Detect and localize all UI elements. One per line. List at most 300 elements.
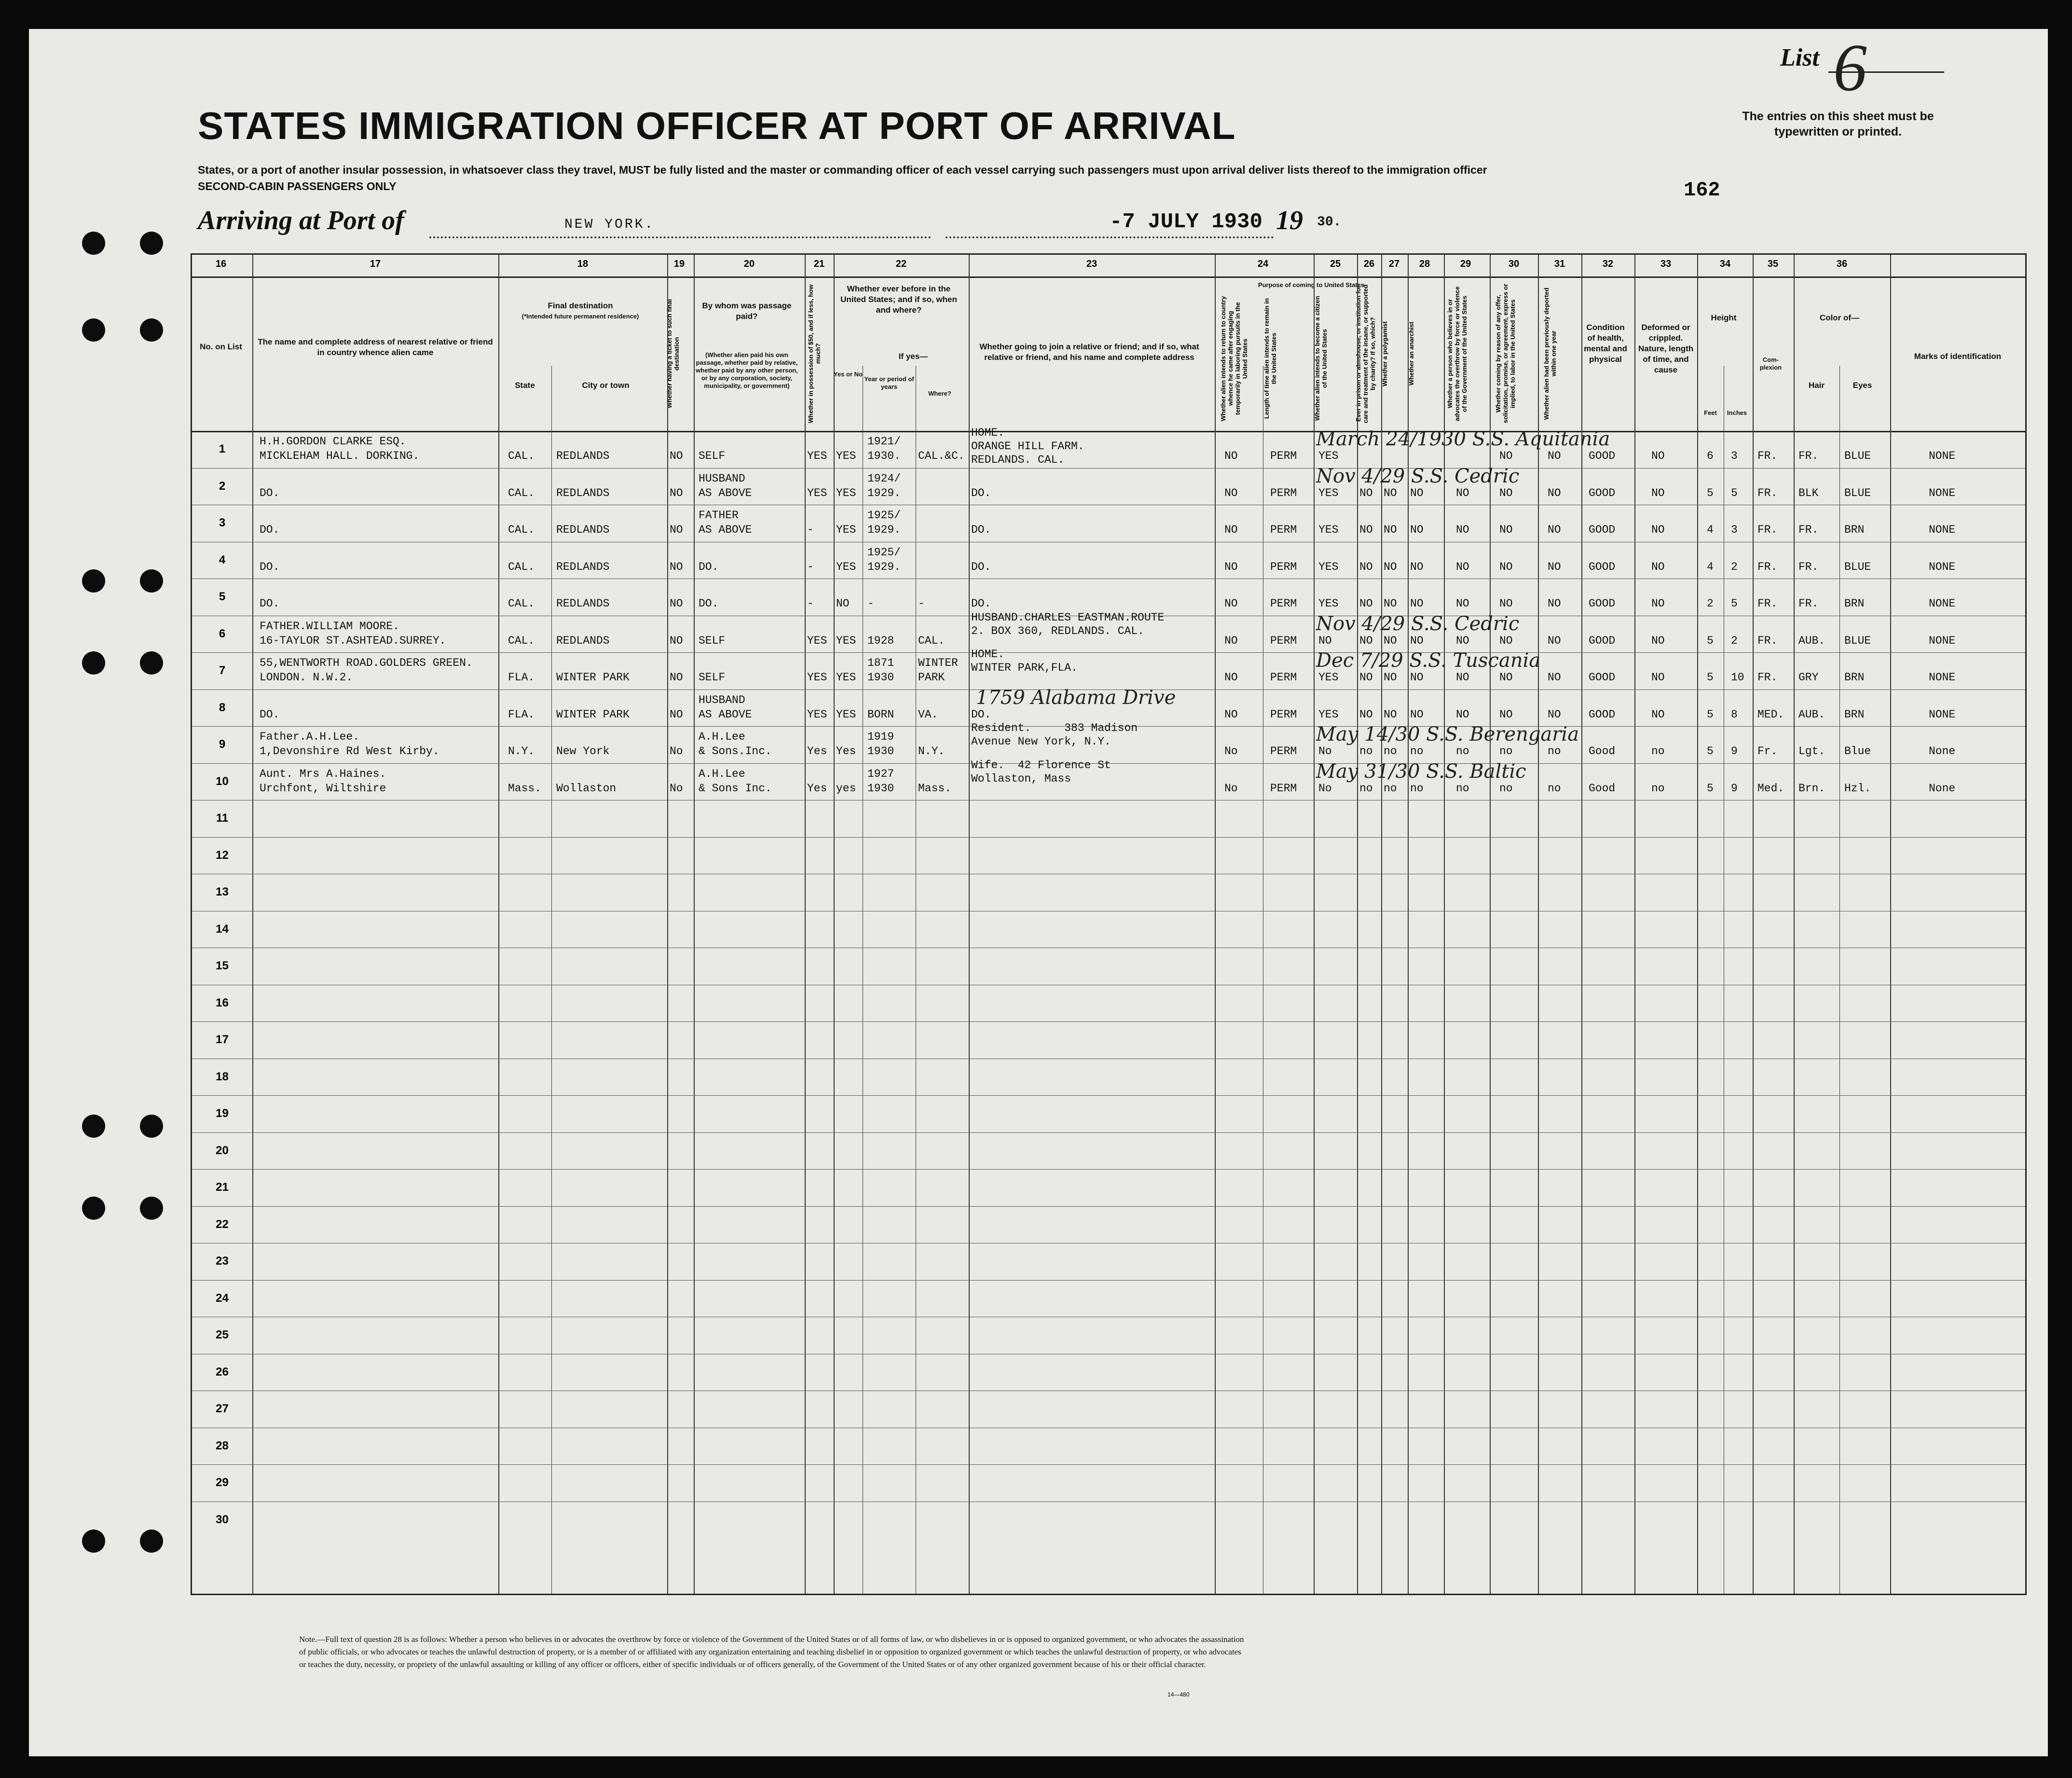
header-hair: Hair [1808, 381, 1825, 390]
marks-value: NONE [1929, 671, 1956, 684]
header-length-of-time: Length of time alien intends to remain in the United States [1263, 298, 1277, 419]
passage-paid-detail: AS ABOVE [699, 708, 752, 721]
return-value: NO [1224, 450, 1238, 462]
money-value: - [807, 524, 814, 536]
overthrow-value: NO [1456, 597, 1469, 610]
destination-city: REDLANDS [556, 634, 610, 647]
anarchist-value: NO [1410, 597, 1424, 610]
column-number: 30 [1508, 259, 1520, 269]
column-rule [1890, 255, 1891, 1594]
row-number: 5 [219, 590, 226, 603]
where-line-2: - [918, 597, 925, 610]
citizen-value: YES [1318, 450, 1339, 462]
citizen-value: No [1318, 745, 1332, 758]
hair-value: FR. [1798, 560, 1819, 573]
money-value: Yes [807, 745, 827, 758]
hair-value: BLK [1798, 486, 1819, 499]
year-from: 1919 [867, 730, 894, 743]
year-to: 1930 [867, 782, 894, 795]
height-feet: 5 [1707, 671, 1714, 684]
joining-line-2: DO. [971, 597, 991, 610]
deformed-value: NO [1651, 671, 1665, 684]
column-rule [1581, 255, 1582, 1594]
list-number: 6 [1833, 30, 1867, 105]
length-of-stay: PERM [1270, 560, 1297, 573]
height-feet: 5 [1707, 486, 1714, 499]
header-nearest-relative: The name and complete address of nearest relative or friend in country whence alien came [258, 337, 493, 357]
prison-value: NO [1359, 708, 1373, 721]
header-passage-note: (Whether alien paid his own passage, whether paid by relative, whether paid by any other person, or by any corporation, society, municipality, or government) [696, 351, 798, 389]
header-health: Condition of health, mental and physical [1584, 323, 1627, 364]
row-number: 22 [216, 1217, 229, 1231]
anarchist-value: NO [1410, 524, 1424, 536]
header-money: Whether in possession of $50, and if less, how much? [807, 284, 822, 423]
column-rule [667, 255, 668, 1594]
punch-hole [140, 318, 163, 342]
year-to: 1929. [867, 486, 901, 499]
ticket-value: NO [670, 524, 683, 536]
punch-hole [140, 1197, 163, 1220]
citizen-value: YES [1318, 560, 1339, 573]
punch-hole [82, 569, 105, 593]
destination-state: FLA. [508, 708, 535, 721]
header-height: Height [1711, 313, 1737, 322]
header-citizen: Whether alien intends to become a citizen of the United States [1314, 296, 1328, 421]
column-rule [1408, 255, 1409, 1594]
money-value: YES [807, 486, 827, 499]
destination-city: New York [556, 745, 610, 758]
ticket-value: NO [670, 560, 683, 573]
length-of-stay: PERM [1270, 634, 1297, 647]
column-rule [498, 255, 499, 1594]
polygamist-value: NO [1384, 671, 1397, 684]
cabin-class: SECOND-CABIN PASSENGERS ONLY [198, 180, 397, 193]
deported-value: NO [1548, 524, 1561, 536]
anarchist-value: NO [1410, 634, 1424, 647]
ticket-value: NO [670, 708, 683, 721]
row-number: 24 [216, 1291, 229, 1305]
date-dotted-line [946, 236, 1274, 238]
form-number: 14—480 [1167, 1691, 1190, 1698]
year-to: 1928 [867, 634, 894, 647]
header-where: Where? [928, 390, 951, 397]
ticket-value: NO [670, 450, 683, 462]
header-polygamist: Whether a polygamist [1381, 321, 1388, 386]
prison-value: no [1359, 782, 1373, 795]
column-rule [1381, 255, 1382, 1594]
passage-paid-detail: & Sons Inc. [699, 782, 772, 795]
header-ticket: Whether having a ticket to such final destination [666, 299, 680, 409]
column-rule [834, 255, 835, 1594]
length-of-stay: PERM [1270, 486, 1297, 499]
destination-city: REDLANDS [556, 486, 610, 499]
header-before-in-us: Whether ever before in the United States; and if so, when and where? [840, 284, 957, 315]
marks-value: NONE [1929, 486, 1956, 499]
header-final-destination: Final destination [548, 301, 613, 310]
offer-value: NO [1499, 708, 1513, 721]
header-deported: Whether alien had been previously deported within one year [1543, 288, 1557, 420]
column-rule [694, 255, 695, 1594]
joining-line-3: REDLANDS. CAL. [971, 454, 1065, 466]
deported-value: NO [1548, 450, 1561, 462]
height-inches: 3 [1731, 450, 1738, 462]
year-to: 1930 [867, 671, 894, 684]
anarchist-value: NO [1410, 671, 1424, 684]
row-number: 10 [216, 774, 229, 788]
hair-value: FR. [1798, 450, 1819, 462]
money-value: YES [807, 671, 827, 684]
hair-value: Lgt. [1798, 745, 1825, 758]
header-no-on-list: No. on List [200, 342, 242, 351]
handwritten-annotation: Nov 4/29 S.S. Cedric [1316, 465, 1520, 487]
height-inches: 5 [1731, 486, 1738, 499]
column-rule [1314, 255, 1315, 1594]
year-to: 1930. [867, 450, 901, 462]
punch-hole [82, 1115, 105, 1138]
relative-address: DO. [260, 708, 280, 721]
offer-value: NO [1499, 450, 1513, 462]
column-rule [1215, 255, 1216, 1594]
complexion-value: FR. [1757, 634, 1778, 647]
arrival-port: NEW YORK. [564, 217, 655, 232]
deported-value: no [1548, 782, 1561, 795]
height-feet: 5 [1707, 634, 1714, 647]
money-value: YES [807, 450, 827, 462]
column-rule [252, 255, 253, 1594]
punch-hole [140, 232, 163, 255]
destination-state: CAL. [508, 450, 535, 462]
header-yes-or-no: Yes or No [834, 371, 863, 378]
health-value: GOOD [1589, 634, 1616, 647]
passage-paid-detail: DO. [699, 597, 719, 610]
column-number: 23 [1086, 259, 1098, 269]
return-value: No [1224, 782, 1238, 795]
marks-value: NONE [1929, 597, 1956, 610]
handwritten-annotation: May 31/30 S.S. Baltic [1316, 760, 1526, 783]
marks-value: NONE [1929, 634, 1956, 647]
return-value: NO [1224, 634, 1238, 647]
eyes-value: BLUE [1844, 486, 1871, 499]
row-number: 19 [216, 1107, 229, 1120]
subcolumn-rule [551, 366, 552, 1594]
health-value: GOOD [1589, 524, 1616, 536]
health-value: GOOD [1589, 597, 1616, 610]
passage-paid-by: A.H.Lee [699, 730, 745, 743]
column-number: 20 [743, 259, 755, 269]
overthrow-value: NO [1456, 634, 1469, 647]
complexion-value: FR. [1757, 597, 1778, 610]
relative-address: 1,Devonshire Rd West Kirby. [260, 745, 439, 758]
destination-city: REDLANDS [556, 524, 610, 536]
offer-value: NO [1499, 524, 1513, 536]
header-instructions [198, 162, 1693, 194]
row-number: 13 [216, 885, 229, 898]
row-number: 8 [219, 701, 226, 714]
header-marks: Marks of identification [1914, 352, 2002, 361]
relative-address: 16-TAYLOR ST.ASHTEAD.SURREY. [260, 634, 446, 647]
complexion-value: FR. [1757, 524, 1778, 536]
citizen-value: YES [1318, 597, 1339, 610]
row-rule [192, 1280, 2025, 1281]
arriving-label: Arriving at Port of [198, 206, 404, 235]
joining-line-1: HOME. [971, 648, 1005, 661]
overthrow-value: NO [1456, 524, 1469, 536]
money-value: YES [807, 708, 827, 721]
row-rule [192, 1464, 2025, 1465]
complexion-value: FR. [1757, 671, 1778, 684]
destination-city: REDLANDS [556, 450, 610, 462]
prison-value: NO [1359, 486, 1373, 499]
row-number: 25 [216, 1328, 229, 1341]
header-joining: Whether going to join a relative or friend; and if so, what relative or friend, and his name and complete address [979, 342, 1199, 362]
row-number: 29 [216, 1476, 229, 1489]
overthrow-value: no [1456, 782, 1469, 795]
return-value: NO [1224, 486, 1238, 499]
overthrow-value: no [1456, 745, 1469, 758]
joining-line-1: Resident. 383 Madison [971, 722, 1138, 734]
ticket-value: No [670, 782, 683, 795]
deported-value: NO [1548, 671, 1561, 684]
destination-state: FLA. [508, 671, 535, 684]
destination-state: CAL. [508, 597, 535, 610]
eyes-value: Hzl. [1844, 782, 1871, 795]
overthrow-value: NO [1456, 486, 1469, 499]
deported-value: NO [1548, 634, 1561, 647]
height-inches: 2 [1731, 634, 1738, 647]
money-value: Yes [807, 782, 827, 795]
column-number: 25 [1330, 259, 1341, 269]
health-value: Good [1589, 745, 1616, 758]
ticket-value: NO [670, 634, 683, 647]
punch-hole [140, 1530, 163, 1553]
money-value: - [807, 597, 814, 610]
polygamist-value: no [1384, 782, 1397, 795]
where-line-2: CAL. [918, 634, 945, 647]
row-rule [192, 1169, 2025, 1170]
column-rule [805, 255, 806, 1594]
row-number: 23 [216, 1254, 229, 1268]
column-number: 27 [1388, 259, 1400, 269]
punch-hole [82, 1197, 105, 1220]
height-inches: 2 [1731, 560, 1738, 573]
list-label: List [1780, 44, 1819, 71]
marks-value: NONE [1929, 450, 1956, 462]
offer-value: no [1499, 745, 1513, 758]
eyes-value: BRN [1844, 671, 1865, 684]
before-in-us-value: yes [836, 782, 856, 795]
row-number: 11 [216, 812, 229, 825]
anarchist-value: no [1410, 782, 1424, 795]
relative-name: H.H.GORDON CLARKE ESQ. [260, 435, 406, 448]
complexion-value: Med. [1757, 782, 1784, 795]
page-number: 162 [1684, 179, 1720, 202]
column-number: 26 [1363, 259, 1375, 269]
citizen-value: No [1318, 782, 1332, 795]
deformed-value: NO [1651, 708, 1665, 721]
destination-state: CAL. [508, 486, 535, 499]
before-in-us-value: YES [836, 634, 856, 647]
anarchist-value: NO [1410, 560, 1424, 573]
header-city: City or town [582, 381, 630, 390]
money-value: YES [807, 634, 827, 647]
footnote-question-28: Note.—Full text of question 28 is as follows: Whether a person who believes in or advocates the overthrow by force or violence of the Government of the United States or of all forms of law, or who disbelieves in or is opposed to organized government, or who advocates the assassination of public officials, or who advocates or teaches the unlawful destruction of property, or is a member of or affiliated with any organization entertaining and teaching disbelief in or opposition to organized government or which teaches the unlawful destruction of property, or who advocates or teaches the duty, necessity, or propriety of the unlawful assaulting or killing of any officer or officers, either of specific individuals or of officers generally, of the Government of the United States or of any other organized government because of his or their official character. [299, 1635, 1244, 1669]
height-feet: 4 [1707, 560, 1714, 573]
prison-value: NO [1359, 524, 1373, 536]
polygamist-value: NO [1384, 634, 1397, 647]
row-number: 4 [219, 553, 226, 566]
deformed-value: no [1651, 745, 1665, 758]
relative-name: 55,WENTWORTH ROAD.GOLDERS GREEN. [260, 657, 473, 669]
length-of-stay: PERM [1270, 597, 1297, 610]
row-number: 12 [216, 848, 229, 862]
column-number: 35 [1767, 259, 1779, 269]
ticket-value: NO [670, 671, 683, 684]
year-from: 1925/ [867, 509, 901, 522]
return-value: NO [1224, 597, 1238, 610]
money-value: - [807, 560, 814, 573]
column-number: 18 [577, 259, 589, 269]
row-number: 20 [216, 1144, 229, 1157]
destination-state: CAL. [508, 524, 535, 536]
row-number: 21 [216, 1181, 229, 1194]
header-rule [192, 431, 2025, 432]
polygamist-value: NO [1384, 486, 1397, 499]
citizen-value: YES [1318, 486, 1339, 499]
where-line-2: N.Y. [918, 745, 945, 758]
health-value: Good [1589, 782, 1616, 795]
row-rule [192, 1132, 2025, 1133]
hair-value: AUB. [1798, 708, 1825, 721]
return-value: NO [1224, 671, 1238, 684]
passage-paid-by: HUSBAND [699, 472, 745, 485]
citizen-value: YES [1318, 524, 1339, 536]
year-from: 1927 [867, 767, 894, 780]
anarchist-value: no [1410, 745, 1424, 758]
row-number: 17 [216, 1033, 229, 1046]
deformed-value: NO [1651, 597, 1665, 610]
handwritten-annotation: Nov 4/29 S.S. Cedric [1316, 612, 1520, 635]
prison-value: NO [1359, 560, 1373, 573]
passage-paid-detail: SELF [699, 450, 726, 462]
column-number: 31 [1554, 259, 1565, 269]
column-number: 29 [1460, 259, 1471, 269]
marks-value: NONE [1929, 708, 1956, 721]
subcolumn-rule [1839, 366, 1840, 1594]
deformed-value: NO [1651, 450, 1665, 462]
eyes-value: BLUE [1844, 560, 1871, 573]
deported-value: NO [1548, 486, 1561, 499]
marks-value: NONE [1929, 524, 1956, 536]
column-rule [1697, 255, 1698, 1594]
year-to: - [867, 597, 874, 610]
destination-city: WINTER PARK [556, 708, 630, 721]
joining-line-2: Avenue New York, N.Y. [971, 735, 1111, 748]
height-feet: 4 [1707, 524, 1714, 536]
height-feet: 5 [1707, 745, 1714, 758]
length-of-stay: PERM [1270, 450, 1297, 462]
passage-paid-by: HUSBAND [699, 693, 745, 706]
arrival-date-stamp: -7 JULY 1930 [1110, 210, 1262, 234]
where-line-2: PARK [918, 671, 945, 684]
relative-address: DO. [260, 524, 280, 536]
entries-note: The entries on this sheet must be typewritten or printed. [1742, 110, 1934, 138]
relative-address: MICKLEHAM HALL. DORKING. [260, 450, 420, 462]
column-rule [1753, 255, 1754, 1594]
before-in-us-value: YES [836, 450, 856, 462]
return-value: NO [1224, 560, 1238, 573]
deported-value: NO [1548, 597, 1561, 610]
joining-line-2: DO. [971, 524, 991, 536]
overthrow-value: NO [1456, 708, 1469, 721]
deported-value: NO [1548, 560, 1561, 573]
polygamist-value: NO [1384, 597, 1397, 610]
offer-value: NO [1499, 671, 1513, 684]
relative-name: FATHER.WILLIAM MOORE. [260, 620, 399, 633]
eyes-value: BLUE [1844, 450, 1871, 462]
header-prison: Ever in prison or almshouse, or institution for care and treatment of the insane, or supported by charity? If so, which? [1355, 284, 1376, 423]
where-line-2: CAL.&C. [918, 450, 965, 462]
complexion-value: FR. [1757, 486, 1778, 499]
row-number: 7 [219, 664, 226, 677]
punch-hole [82, 318, 105, 342]
handwritten-annotation: March 24/1930 S.S. Aquitania [1316, 428, 1610, 450]
punch-hole [140, 569, 163, 593]
length-of-stay: PERM [1270, 782, 1297, 795]
eyes-value: BRN [1844, 524, 1865, 536]
polygamist-value: NO [1384, 708, 1397, 721]
polygamist-value: NO [1384, 560, 1397, 573]
column-rule [969, 255, 970, 1594]
header-color-of: Color of— [1819, 313, 1860, 322]
joining-line-1: HUSBAND.CHARLES EASTMAN.ROUTE [971, 611, 1165, 624]
year-from: 1925/ [867, 546, 901, 559]
row-rule [192, 1206, 2025, 1207]
row-number: 30 [216, 1513, 229, 1526]
before-in-us-value: NO [836, 597, 850, 610]
offer-value: NO [1499, 560, 1513, 573]
header-deformed: Deformed or crippled. Nature, length of time, and cause [1638, 323, 1694, 374]
joining-line-2: DO. [971, 560, 991, 573]
header-overthrow: Whether a person who believes in or advocates the overthrow by force or violence of the Government of the United States [1446, 286, 1468, 421]
row-number: 1 [219, 442, 226, 455]
polygamist-value: no [1384, 745, 1397, 758]
prison-value: no [1359, 745, 1373, 758]
citizen-value: YES [1318, 671, 1339, 684]
height-inches: 3 [1731, 524, 1738, 536]
health-value: GOOD [1589, 708, 1616, 721]
before-in-us-value: YES [836, 671, 856, 684]
header-feet: Feet [1704, 409, 1717, 416]
passage-paid-by: A.H.Lee [699, 767, 745, 780]
where-line-2: Mass. [918, 782, 952, 795]
length-of-stay: PERM [1270, 524, 1297, 536]
year-suffix: 30. [1317, 215, 1342, 230]
punch-hole [82, 232, 105, 255]
joining-line-2: DO. [971, 708, 991, 721]
year-to: BORN [867, 708, 894, 721]
column-rule [1538, 255, 1539, 1594]
passage-paid-detail: SELF [699, 671, 726, 684]
eyes-value: BLUE [1844, 634, 1871, 647]
hair-value: GRY [1798, 671, 1819, 684]
header-state: State [515, 381, 535, 390]
length-of-stay: PERM [1270, 745, 1297, 758]
joining-line-2: ORANGE HILL FARM. [971, 440, 1084, 453]
header-anarchist: Whether an anarchist [1408, 321, 1415, 386]
overthrow-value: NO [1456, 560, 1469, 573]
manifest-table [191, 253, 2027, 1595]
complexion-value: Fr. [1757, 745, 1778, 758]
